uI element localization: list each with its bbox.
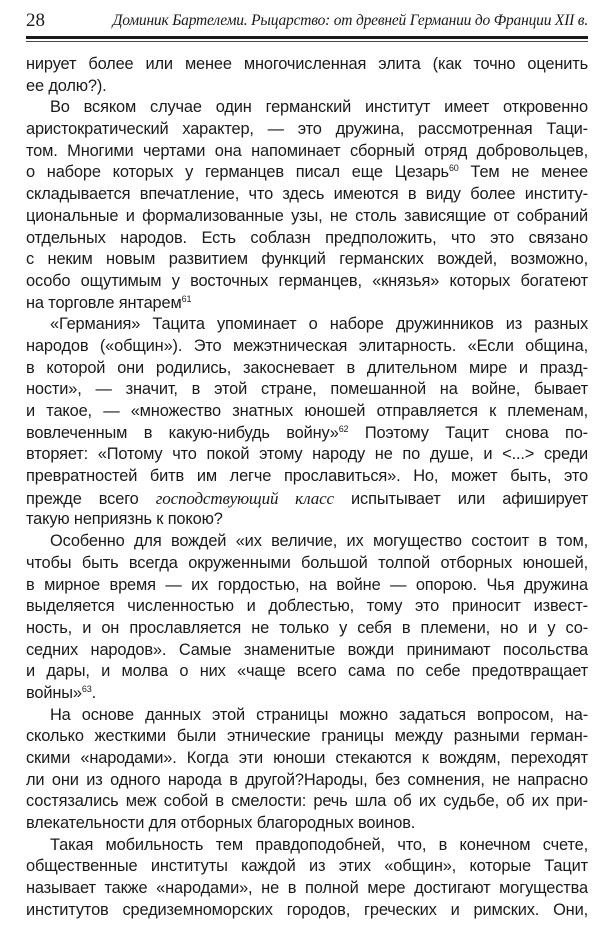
header-rule-thick bbox=[26, 36, 588, 39]
text-line: ли они из одного народа в другой?Народы, без сомнения, не напрасно bbox=[26, 770, 588, 789]
text-line: такую неприязнь к покою? bbox=[26, 510, 223, 529]
text-line bbox=[26, 423, 588, 445]
footnote-ref: 61 bbox=[181, 293, 192, 304]
text-line: народов («общин»). Это межэтническая элитарность. «Если община, bbox=[26, 336, 588, 355]
paragraph bbox=[26, 314, 588, 531]
text-line: аристократический характер, — это дружина, рассмотренная Таци- bbox=[26, 120, 588, 139]
text-line: ность, и он прославляется не только у себя в племени, но и у со- bbox=[26, 618, 588, 637]
text-line: скими «народами». Когда эти юноши стекаются к вождям, переходят bbox=[26, 749, 588, 767]
text-segment: прежде всего bbox=[26, 489, 156, 508]
text-line: институтов средиземноморских городов, греческих и римских. Они, bbox=[26, 900, 588, 919]
text-line: циональные и формализованные узы, не столь зависящие от собраний bbox=[26, 206, 588, 225]
paragraph bbox=[26, 705, 588, 835]
text-segment: на торговле янтарем bbox=[26, 293, 182, 312]
text-line bbox=[26, 488, 588, 510]
footnote-ref: 60 bbox=[448, 163, 459, 174]
text-line: и такое, — «множество знатных юношей отправляется к племенам, bbox=[26, 402, 588, 420]
footnote-ref: 62 bbox=[338, 423, 349, 434]
text-segment: . bbox=[91, 683, 96, 702]
text-line: в мирное время — их гордостью, на войне — опорою. Чья дружина bbox=[26, 575, 588, 594]
text-line: ности», — значит, в этой стране, помешанной на войне, бывает bbox=[26, 380, 588, 399]
text-line: седних народов». Самые знаменитые вожди принимают посольства bbox=[26, 640, 588, 659]
text-line: чтобы быть всегда окруженными большой толпой отборных юношей, bbox=[26, 553, 588, 572]
text-line: Во всяком случае один германский институт имеет откровенно bbox=[50, 98, 588, 117]
running-header bbox=[26, 8, 588, 32]
paragraph bbox=[26, 531, 588, 705]
text-line: особо ощутимым у восточных германцев, «князья» которых богатеют bbox=[26, 271, 588, 290]
text-segment: войны» bbox=[26, 683, 82, 702]
page-number: 28 bbox=[26, 10, 45, 31]
text-segment: испытывает или афиширует bbox=[333, 489, 589, 508]
text-line: отдельных народов. Есть соблазн предположить, что это связано bbox=[26, 228, 588, 247]
text-line bbox=[26, 162, 588, 184]
text-line: состязались меж собой в смелости: речь шла об их судьбе, об их при- bbox=[26, 792, 588, 811]
text-line: с неким новым развитием функций германских вождей, возможно, bbox=[26, 250, 588, 269]
text-line bbox=[26, 293, 588, 315]
text-line: нирует более или менее многочисленная элита (как точно оценить bbox=[26, 55, 588, 73]
text-line: Особенно для вождей «их величие, их могущество состоит в том, bbox=[50, 532, 588, 551]
text-line: влекательности для отборных благородных воинов. bbox=[26, 814, 416, 833]
text-segment: Тем не менее bbox=[458, 163, 588, 182]
text-line: сколько жесткими были этнические границы между разными герман- bbox=[26, 727, 588, 746]
text-line: общественные институты каждой из этих «общин», которые Тацит bbox=[26, 857, 588, 876]
text-line: складывается впечатление, что здесь имеются в виду более институ- bbox=[26, 185, 588, 204]
text-line: в которой они родились, закосневает в длительном мире и празд- bbox=[26, 358, 588, 377]
running-title: Доминик Бартелеми. Рыцарство: от древней Германии до Франции XII в. bbox=[112, 12, 588, 29]
header-rule-thin bbox=[26, 41, 588, 42]
text-line: ее долю?). bbox=[26, 76, 107, 95]
text-line: называет также «народами», не в полной мере достигают могущества bbox=[26, 879, 588, 898]
text-segment: Поэтому Тацит снова по- bbox=[348, 423, 588, 442]
text-segment: о наборе которых у германцев писал еще Цезарь bbox=[26, 163, 449, 182]
text-line: выделяется численностью и доблестью, тому это приносит извест- bbox=[26, 597, 588, 616]
text-line: На основе данных этой страницы можно задаться вопросом, на- bbox=[50, 705, 588, 724]
footnote-ref: 63 bbox=[81, 683, 92, 694]
text-line bbox=[26, 683, 588, 705]
text-line: том. Многими чертами она напоминает сборный отряд добровольцев, bbox=[26, 141, 588, 160]
paragraph bbox=[26, 835, 588, 922]
text-line: превратностей битв им легче прославиться». Но, может быть, это bbox=[26, 467, 588, 486]
text-line: и дары, и молва о них «чаще всего сама по себе предотвращает bbox=[26, 662, 588, 681]
body-text bbox=[26, 54, 588, 922]
text-line: «Германия» Тацита упоминает о наборе дружинников из разных bbox=[50, 315, 588, 334]
italic-emphasis: господствующий класс bbox=[155, 488, 334, 508]
paragraph bbox=[26, 97, 588, 314]
text-segment: вовлеченным в какую-нибудь войну» bbox=[26, 423, 339, 442]
text-line: Такая мобильность тем правдоподобней, что, в конечном счете, bbox=[50, 835, 588, 854]
text-line: вторяет: «Потому что покой этому народу не по душе, и <...> среди bbox=[26, 445, 588, 464]
paragraph bbox=[26, 54, 588, 97]
